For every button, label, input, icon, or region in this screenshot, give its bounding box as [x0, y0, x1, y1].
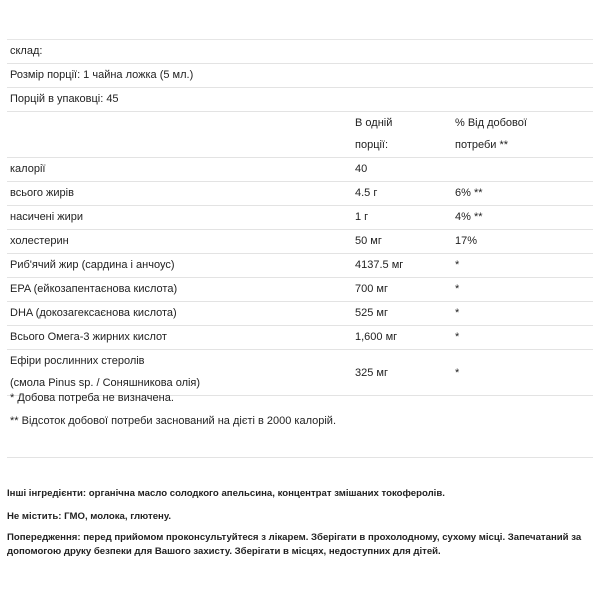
warning-text: перед прийомом проконсультуйтеся з лікарем. Зберігати в прохолодному, сухому місці. Запечатаний за допомогою друку безпеки для Вашого захисту. Зберігати в місцях, недоступних для дітей. — [7, 532, 582, 557]
amount-per-serving-header — [355, 112, 392, 156]
sterols-daily-value: * — [455, 366, 460, 379]
warning — [7, 531, 593, 559]
does-not-contain-label: Не містить: — [7, 511, 62, 522]
nutrient-amount: 4.5 г — [355, 187, 378, 199]
amount-header-line2: порції: — [355, 139, 389, 151]
nutrient-name: DHA (докозагексаєнова кислота) — [10, 307, 177, 319]
nutrient-daily-value: 6% ** — [455, 187, 483, 199]
nutrient-daily-value: * — [455, 283, 460, 295]
nutrient-daily-value: * — [455, 307, 460, 319]
amount-header-line1: В одній — [355, 117, 393, 129]
serving-size-row — [7, 63, 593, 87]
nutrient-daily-value: 4% ** — [455, 211, 483, 223]
nutrient-amount: 4137.5 мг — [355, 259, 404, 271]
nutrient-amount: 700 мг — [355, 283, 388, 295]
footnote-not-established: * Добова потреба не визначена. — [10, 392, 174, 404]
does-not-contain — [7, 510, 593, 524]
nutrient-name: Всього Омега-3 жирних кислот — [10, 331, 167, 343]
nutrient-daily-value: * — [455, 331, 460, 343]
other-ingredients-label: Інші інгредієнти: — [7, 488, 87, 499]
dv-header-line1: % Від добової — [455, 117, 527, 129]
nutrient-name: холестерин — [10, 235, 69, 247]
other-ingredients-text: органічна масло солодкого апельсина, концентрат змішаних токоферолів. — [86, 488, 445, 499]
nutrient-amount: 1,600 мг — [355, 331, 398, 343]
nutrient-row — [7, 229, 593, 253]
nutrient-name: калорії — [10, 163, 46, 175]
nutrient-row — [7, 181, 593, 205]
nutrient-name: Риб'ячий жир (сардина і анчоус) — [10, 259, 175, 271]
title-row — [7, 39, 593, 63]
sterols-name — [10, 350, 200, 394]
nutrient-daily-value: * — [455, 259, 460, 271]
column-header-row — [7, 111, 593, 157]
does-not-contain-text: ГМО, молока, глютену. — [61, 511, 171, 522]
servings-per-container-row — [7, 87, 593, 111]
dv-header-line2: потреби ** — [455, 139, 509, 151]
nutrient-row — [7, 301, 593, 325]
footnote-daily-value-basis: ** Відсоток добової потреби заснований на дієті в 2000 калорій. — [10, 415, 336, 427]
warning-label: Попередження: — [7, 532, 81, 543]
servings-per-container: Порцій в упаковці: 45 — [10, 93, 119, 105]
nutrient-name: всього жирів — [10, 187, 74, 199]
nutrient-amount: 40 — [355, 163, 368, 175]
sterols-amount: 325 мг — [355, 366, 388, 379]
nutrient-amount: 1 г — [355, 211, 369, 223]
nutrient-row — [7, 253, 593, 277]
other-ingredients — [7, 487, 593, 501]
daily-value-header — [455, 112, 527, 156]
nutrient-row — [7, 277, 593, 301]
nutrient-row — [7, 205, 593, 229]
plant-sterols-row — [7, 349, 593, 396]
section-divider — [7, 457, 593, 458]
sterols-name-line2: (смола Pinus sp. / Соняшникова олія) — [10, 377, 201, 389]
nutrient-daily-value: 17% — [455, 235, 478, 247]
composition-title: склад: — [10, 45, 43, 57]
sterols-name-line1: Ефіри рослинних стеролів — [10, 355, 145, 367]
nutrient-amount: 50 мг — [355, 235, 382, 247]
serving-size: Розмір порції: 1 чайна ложка (5 мл.) — [10, 69, 194, 81]
nutrient-amount: 525 мг — [355, 307, 388, 319]
nutrient-name: насичені жири — [10, 211, 84, 223]
nutrient-name: EPA (ейкозапентаєнова кислота) — [10, 283, 178, 295]
supplement-facts-table — [7, 39, 593, 396]
nutrient-row — [7, 325, 593, 349]
nutrient-row — [7, 157, 593, 181]
